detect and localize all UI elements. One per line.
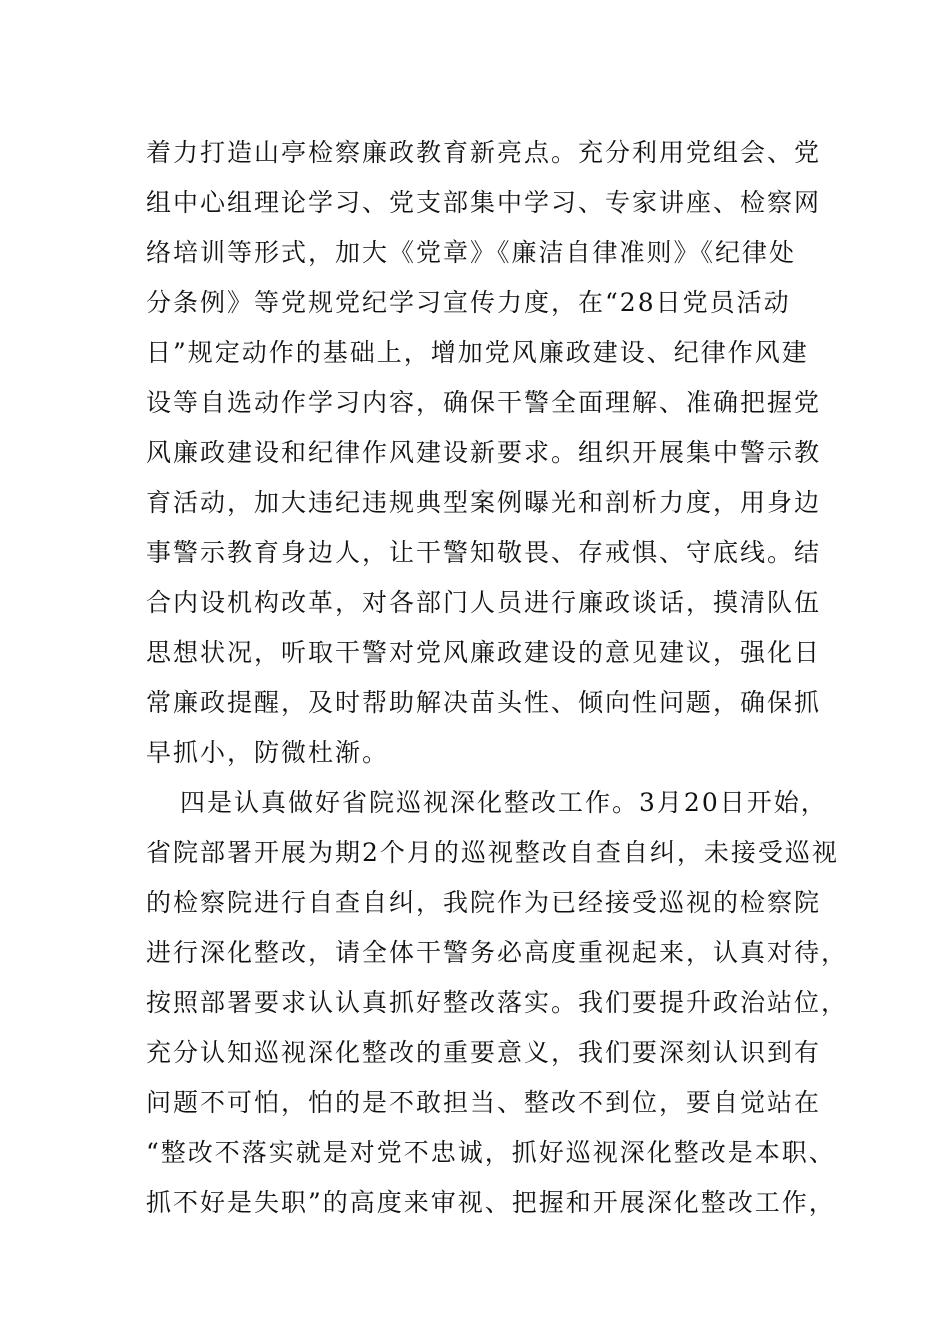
text-line: 风廉政建设和纪律作风建设新要求。组织开展集中警示教 [146,438,822,467]
body-text [146,132,849,1232]
text-line: 着力打造山亭检察廉政教育新亮点。充分利用党组会、党 [146,138,822,167]
text-line: 省院部署开展为期2个月的巡视整改自查自纠，未接受巡视 [146,838,839,867]
text-line: 组中心组理论学习、党支部集中学习、专家讲座、检察网 [146,188,822,217]
text-line: 育活动，加大违纪违规典型案例曝光和剖析力度，用身边 [146,488,822,517]
text-line: 常廉政提醒，及时帮助解决苗头性、倾向性问题，确保抓 [146,688,822,717]
paragraph-start-line: 四是认真做好省院巡视深化整改工作。3月20日开始， [180,788,828,817]
text-line: 进行深化整改，请全体干警务必高度重视起来，认真对待， [146,938,849,967]
text-line: 合内设机构改革，对各部门人员进行廉政谈话，摸清队伍 [146,588,822,617]
text-line: 问题不可怕，怕的是不敢担当、整改不到位，要自觉站在 [146,1088,822,1117]
text-line: 思想状况，听取干警对党风廉政建设的意见建议，强化日 [146,638,822,667]
text-line: 充分认知巡视深化整改的重要意义，我们要深刻认识到有 [146,1038,822,1067]
text-line: 的检察院进行自查自纠，我院作为已经接受巡视的检察院 [146,888,822,917]
text-line: 早抓小，防微杜渐。 [146,738,390,767]
text-line: “整改不落实就是对党不忠诚，抓好巡视深化整改是本职、 [146,1138,836,1167]
text-line: 络培训等形式，加大《党章》《廉洁自律准则》《纪律处 [146,238,797,267]
text-line: 日”规定动作的基础上，增加党风廉政建设、纪律作风建 [146,338,809,367]
text-line: 事警示教育身边人，让干警知敬畏、存戒惧、守底线。结 [146,538,822,567]
text-line: 按照部署要求认认真抓好整改落实。我们要提升政治站位， [146,988,849,1017]
text-line: 抓不好是失职”的高度来审视、把握和开展深化整改工作， [146,1188,836,1217]
text-line: 设等自选动作学习内容，确保干警全面理解、准确把握党 [146,388,822,417]
text-line: 分条例》等党规党纪学习宣传力度，在“28日党员活动 [146,288,791,317]
